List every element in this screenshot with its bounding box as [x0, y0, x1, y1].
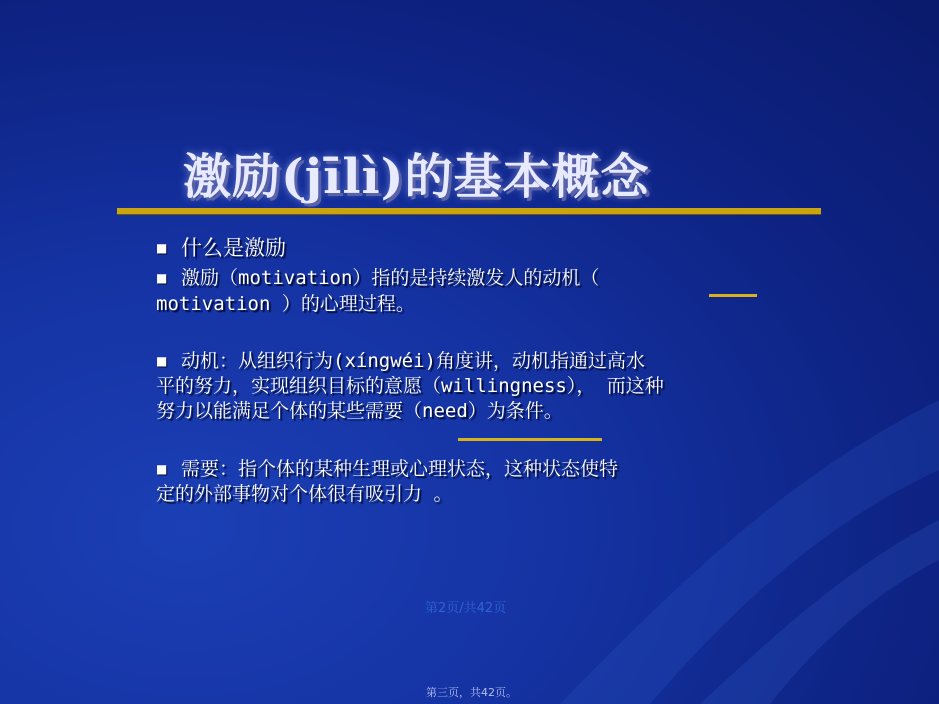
bullet-marker: ■: [156, 271, 168, 285]
accent-underline: [709, 294, 757, 297]
title-underline-rule: [117, 208, 821, 214]
bullet-text-continued: 努力以能满足个体的某些需要（need）为条件。: [156, 400, 563, 422]
bullet-text: 需要：指个体的某种生理或心理状态，这种状态使特: [181, 458, 619, 480]
slide-title: 激励(jīlì)的基本概念: [183, 149, 650, 205]
bullet-text-continued: motivation ）的心理过程。: [156, 293, 415, 315]
bullet-text: 动机：从组织行为(xíngwéi)角度讲，动机指通过高水: [181, 350, 645, 372]
bullet-text: 什么是激励: [181, 236, 286, 260]
bullet-text-continued: 定的外部事物对个体很有吸引力 。: [156, 483, 453, 505]
bullet-marker: ■: [156, 354, 168, 368]
bullet-marker: ■: [156, 241, 168, 255]
page-number-note: 第三页，共42页。: [426, 686, 517, 699]
bullet-text: 激励（motivation）指的是持续激发人的动机（: [181, 267, 600, 289]
accent-underline: [458, 438, 602, 441]
page-number-link[interactable]: 第2页/共42页: [425, 601, 507, 616]
bullet-marker: ■: [156, 462, 168, 476]
bullet-text-continued: 平的努力，实现组织目标的意愿（willingness）， 而这种: [156, 375, 664, 397]
